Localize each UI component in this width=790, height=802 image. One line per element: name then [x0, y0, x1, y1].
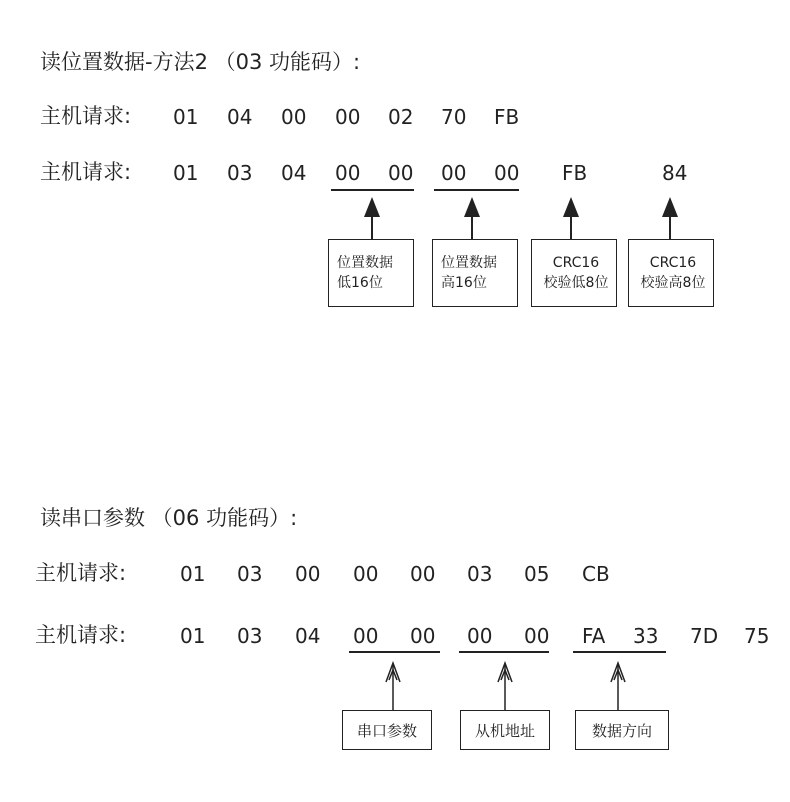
hex-byte: 03 — [237, 562, 263, 586]
request-label: 主机请求: — [40, 104, 132, 128]
hex-byte: 00 — [353, 562, 379, 586]
up-arrow-icon — [611, 663, 625, 710]
hex-byte: CB — [582, 562, 610, 586]
hex-byte: 03 — [467, 562, 493, 586]
hex-byte: 70 — [441, 105, 467, 129]
hex-byte: 01 — [173, 105, 199, 129]
section1-title: 读位置数据-方法2 （03 功能码）: — [40, 50, 361, 74]
hex-byte: FB — [562, 161, 588, 185]
note-box: 数据方向 — [575, 710, 669, 750]
hex-byte: 00 — [410, 624, 436, 648]
hex-byte: 00 — [353, 624, 379, 648]
note-line: 校验高8位 — [640, 274, 706, 291]
up-arrow-icon — [386, 663, 400, 710]
hex-byte: 75 — [744, 624, 770, 648]
note-line: CRC16 — [552, 255, 600, 271]
note-line: 校验低8位 — [543, 274, 609, 291]
hex-byte: 03 — [237, 624, 263, 648]
hex-byte: FB — [494, 105, 520, 129]
response-label: 主机请求: — [35, 623, 127, 647]
hex-byte: 00 — [410, 562, 436, 586]
note-line: 位置数据 — [441, 255, 497, 271]
hex-byte: 04 — [227, 105, 253, 129]
hex-byte: 00 — [494, 161, 520, 185]
hex-byte: 00 — [335, 161, 361, 185]
up-arrow-icon — [364, 197, 380, 239]
hex-byte: 00 — [281, 105, 307, 129]
hex-byte: 00 — [441, 161, 467, 185]
section2-title: 读串口参数 （06 功能码）: — [40, 506, 298, 530]
hex-byte: 00 — [388, 161, 414, 185]
hex-byte: 33 — [633, 624, 659, 648]
request-label: 主机请求: — [35, 561, 127, 585]
hex-byte: 84 — [662, 161, 688, 185]
hex-byte: 00 — [524, 624, 550, 648]
hex-byte: 01 — [180, 562, 206, 586]
note-line: CRC16 — [649, 255, 697, 271]
up-arrow-icon — [464, 197, 480, 239]
up-arrow-icon — [662, 197, 678, 239]
hex-byte: 00 — [295, 562, 321, 586]
hex-byte: 02 — [388, 105, 414, 129]
hex-byte: 05 — [524, 562, 550, 586]
hex-byte: 04 — [281, 161, 307, 185]
hex-byte: 00 — [467, 624, 493, 648]
response-label: 主机请求: — [40, 160, 132, 184]
note-box: 从机地址 — [460, 710, 550, 750]
up-arrow-icon — [498, 663, 512, 710]
note-line: 位置数据 — [337, 255, 393, 271]
hex-byte: FA — [582, 624, 606, 648]
up-arrow-icon — [563, 197, 579, 239]
note-box: 串口参数 — [342, 710, 432, 750]
hex-byte: 7D — [690, 624, 719, 648]
hex-byte: 01 — [180, 624, 206, 648]
note-line: 高16位 — [441, 274, 487, 291]
hex-byte: 01 — [173, 161, 199, 185]
hex-byte: 03 — [227, 161, 253, 185]
hex-byte: 00 — [335, 105, 361, 129]
note-line: 低16位 — [337, 274, 383, 291]
hex-byte: 04 — [295, 624, 321, 648]
